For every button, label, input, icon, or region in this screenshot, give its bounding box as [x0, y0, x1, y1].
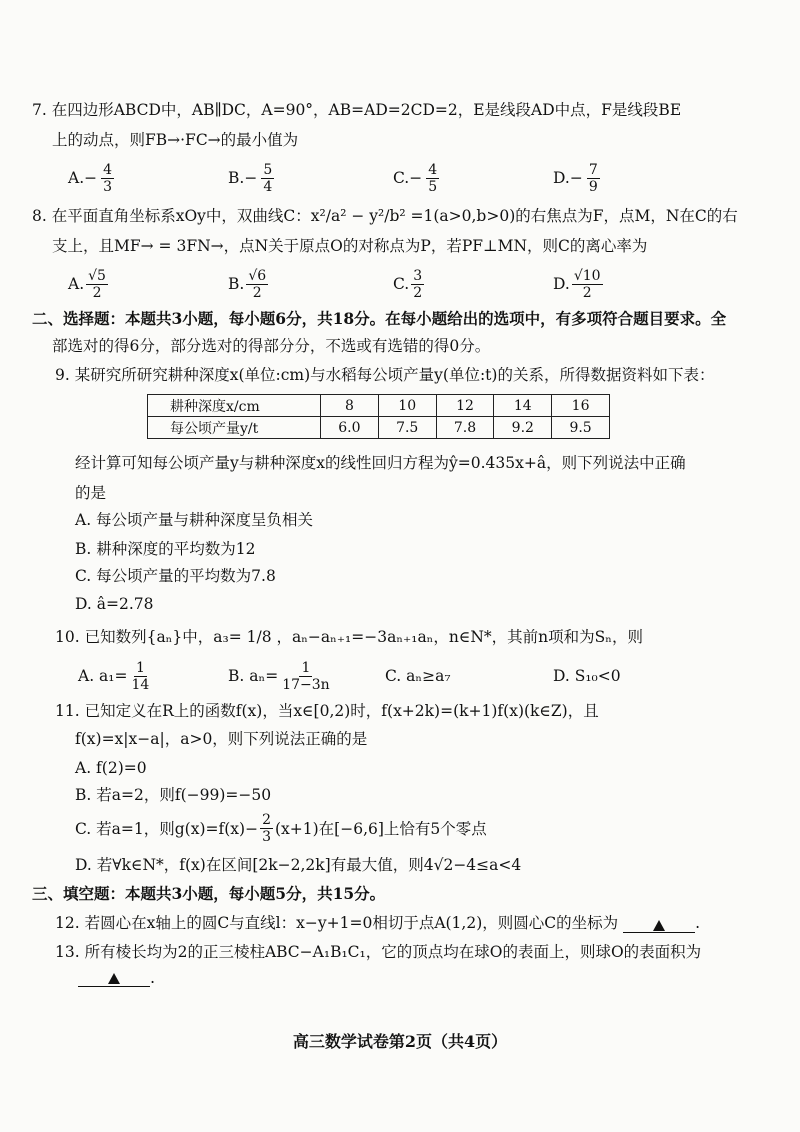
q11-option-c-body: C. 若a=1，则g(x)=f(x)− $\frac{2}{3}$ (x+1)在[−6,6]上恰有5个零点 — [75, 811, 487, 845]
q11-option-b: B. 若a=2，则f(−99)=−50 — [75, 786, 272, 804]
table-cell: 7.8 — [436, 417, 494, 439]
table-row — [148, 395, 610, 417]
table-header-depth: 耕种深度x/cm — [148, 395, 321, 417]
q8-stem-line1: 8. 在平面直角坐标系xOy中，双曲线C：x²/a² − y²/b² =1(a>0,b>0)的右焦点为F，点M，N在C的右 — [32, 207, 738, 225]
q8-option-c: C. $\frac{3}{2}$ — [393, 267, 423, 301]
table-cell: 6.0 — [321, 417, 379, 439]
q11-stem-line2: f(x)=x|x−a|，a>0，则下列说法正确的是 — [75, 730, 368, 748]
q7-options — [0, 158, 800, 198]
q7-option-b: B. − $\frac{5}{4}$ — [228, 161, 273, 195]
section2-heading-line2: 部选对的得6分，部分选对的得部分分，不选或有选错的得0分。 — [52, 337, 491, 355]
triangle-icon — [108, 973, 120, 984]
table-cell: 12 — [436, 395, 494, 417]
q11-option-c — [0, 808, 800, 848]
q11-option-a: A. f(2)=0 — [75, 759, 147, 777]
q7-option-a: A. − $\frac{4}{3}$ — [68, 161, 113, 195]
page-footer: 高三数学试卷第2页（共4页） — [292, 1032, 508, 1051]
q9-data-table — [147, 394, 610, 439]
q10-option-d: D. S₁₀<0 — [553, 667, 621, 685]
q11-option-d: D. 若∀k∈N*，f(x)在区间[2k−2,2k]有最大值，则4√2−4≤a<4 — [75, 856, 522, 874]
section2-heading: 二、选择题：本题共3小题，每小题6分，共18分。在每小题给出的选项中，有多项符合题目要求。全 — [32, 309, 727, 328]
q9-option-b: B. 耕种深度的平均数为12 — [75, 540, 256, 558]
q13-answer-row: . — [78, 968, 155, 987]
q10-option-c: C. aₙ≥a₇ — [385, 667, 451, 685]
table-cell: 7.5 — [378, 417, 436, 439]
section3-heading: 三、填空题：本题共3小题，每小题5分，共15分。 — [32, 884, 386, 903]
q9-option-a: A. 每公顷产量与耕种深度呈负相关 — [75, 511, 314, 529]
q7-option-c: C. − $\frac{4}{5}$ — [393, 161, 438, 195]
q9-option-c: C. 每公顷产量的平均数为7.8 — [75, 567, 276, 585]
q8-options — [0, 264, 800, 304]
q11-stem-line1: 11. 已知定义在R上的函数f(x)，当x∈[0,2)时，f(x+2k)=(k+1)f(x)(k∈Z)，且 — [55, 702, 599, 720]
table-cell: 9.2 — [494, 417, 552, 439]
table-cell: 8 — [321, 395, 379, 417]
table-cell: 16 — [552, 395, 610, 417]
q13-answer-blank — [78, 968, 150, 987]
table-cell: 10 — [378, 395, 436, 417]
triangle-icon — [653, 920, 665, 931]
q8-option-d: D. $\frac{√10}{2}$ — [553, 267, 601, 301]
q12-text: 12. 若圆心在x轴上的圆C与直线l：x−y+1=0相切于点A(1,2)，则圆心C的坐标为 — [55, 914, 619, 932]
q7-stem-line2: 上的动点，则FB→·FC→的最小值为 — [52, 131, 299, 149]
table-cell: 9.5 — [552, 417, 610, 439]
q7-stem-line1: 7. 在四边形ABCD中，AB∥DC，A=90°，AB=AD=2CD=2，E是线段AD中点，F是线段BE — [32, 101, 682, 119]
q10-stem: 10. 已知数列{aₙ}中，a₃= 1/8 ，aₙ−aₙ₊₁=−3aₙ₊₁aₙ，n∈N*，其前n项和为Sₙ，则 — [55, 628, 643, 646]
table-header-yield: 每公顷产量y/t — [148, 417, 321, 439]
q9-stem: 9. 某研究所研究耕种深度x(单位:cm)与水稻每公顷产量y(单位:t)的关系，所得数据资料如下表： — [55, 366, 715, 384]
q13-stem: 13. 所有棱长均为2的正三棱柱ABC−A₁B₁C₁，它的顶点均在球O的表面上，则球O的表面积为 — [55, 943, 702, 961]
q10-option-a: A. a₁= $\frac{1}{14}$ — [78, 659, 150, 693]
q9-line2: 经计算可知每公顷产量y与耕种深度x的线性回归方程为ŷ=0.435x+â，则下列说法中正确 — [75, 454, 686, 472]
q10-option-b: B. aₙ= $\frac{1}{17-3n}$ — [228, 659, 330, 693]
q7-option-d: D. − $\frac{7}{9}$ — [553, 161, 598, 195]
q9-option-d: D. â=2.78 — [75, 595, 154, 613]
q10-options — [0, 656, 800, 696]
table-row — [148, 417, 610, 439]
q8-option-a: A. $\frac{√5}{2}$ — [68, 267, 106, 301]
q9-line3: 的是 — [75, 484, 107, 502]
q8-stem-line2: 支上，且MF→ = 3FN→，点N关于原点O的对称点为P，若PF⊥MN，则C的离心率为 — [52, 237, 648, 255]
table-cell: 14 — [494, 395, 552, 417]
q12-answer-blank — [623, 914, 695, 933]
q12-stem: 12. 若圆心在x轴上的圆C与直线l：x−y+1=0相切于点A(1,2)，则圆心C的坐标为 . — [55, 914, 700, 932]
q8-option-b: B. $\frac{√6}{2}$ — [228, 267, 267, 301]
